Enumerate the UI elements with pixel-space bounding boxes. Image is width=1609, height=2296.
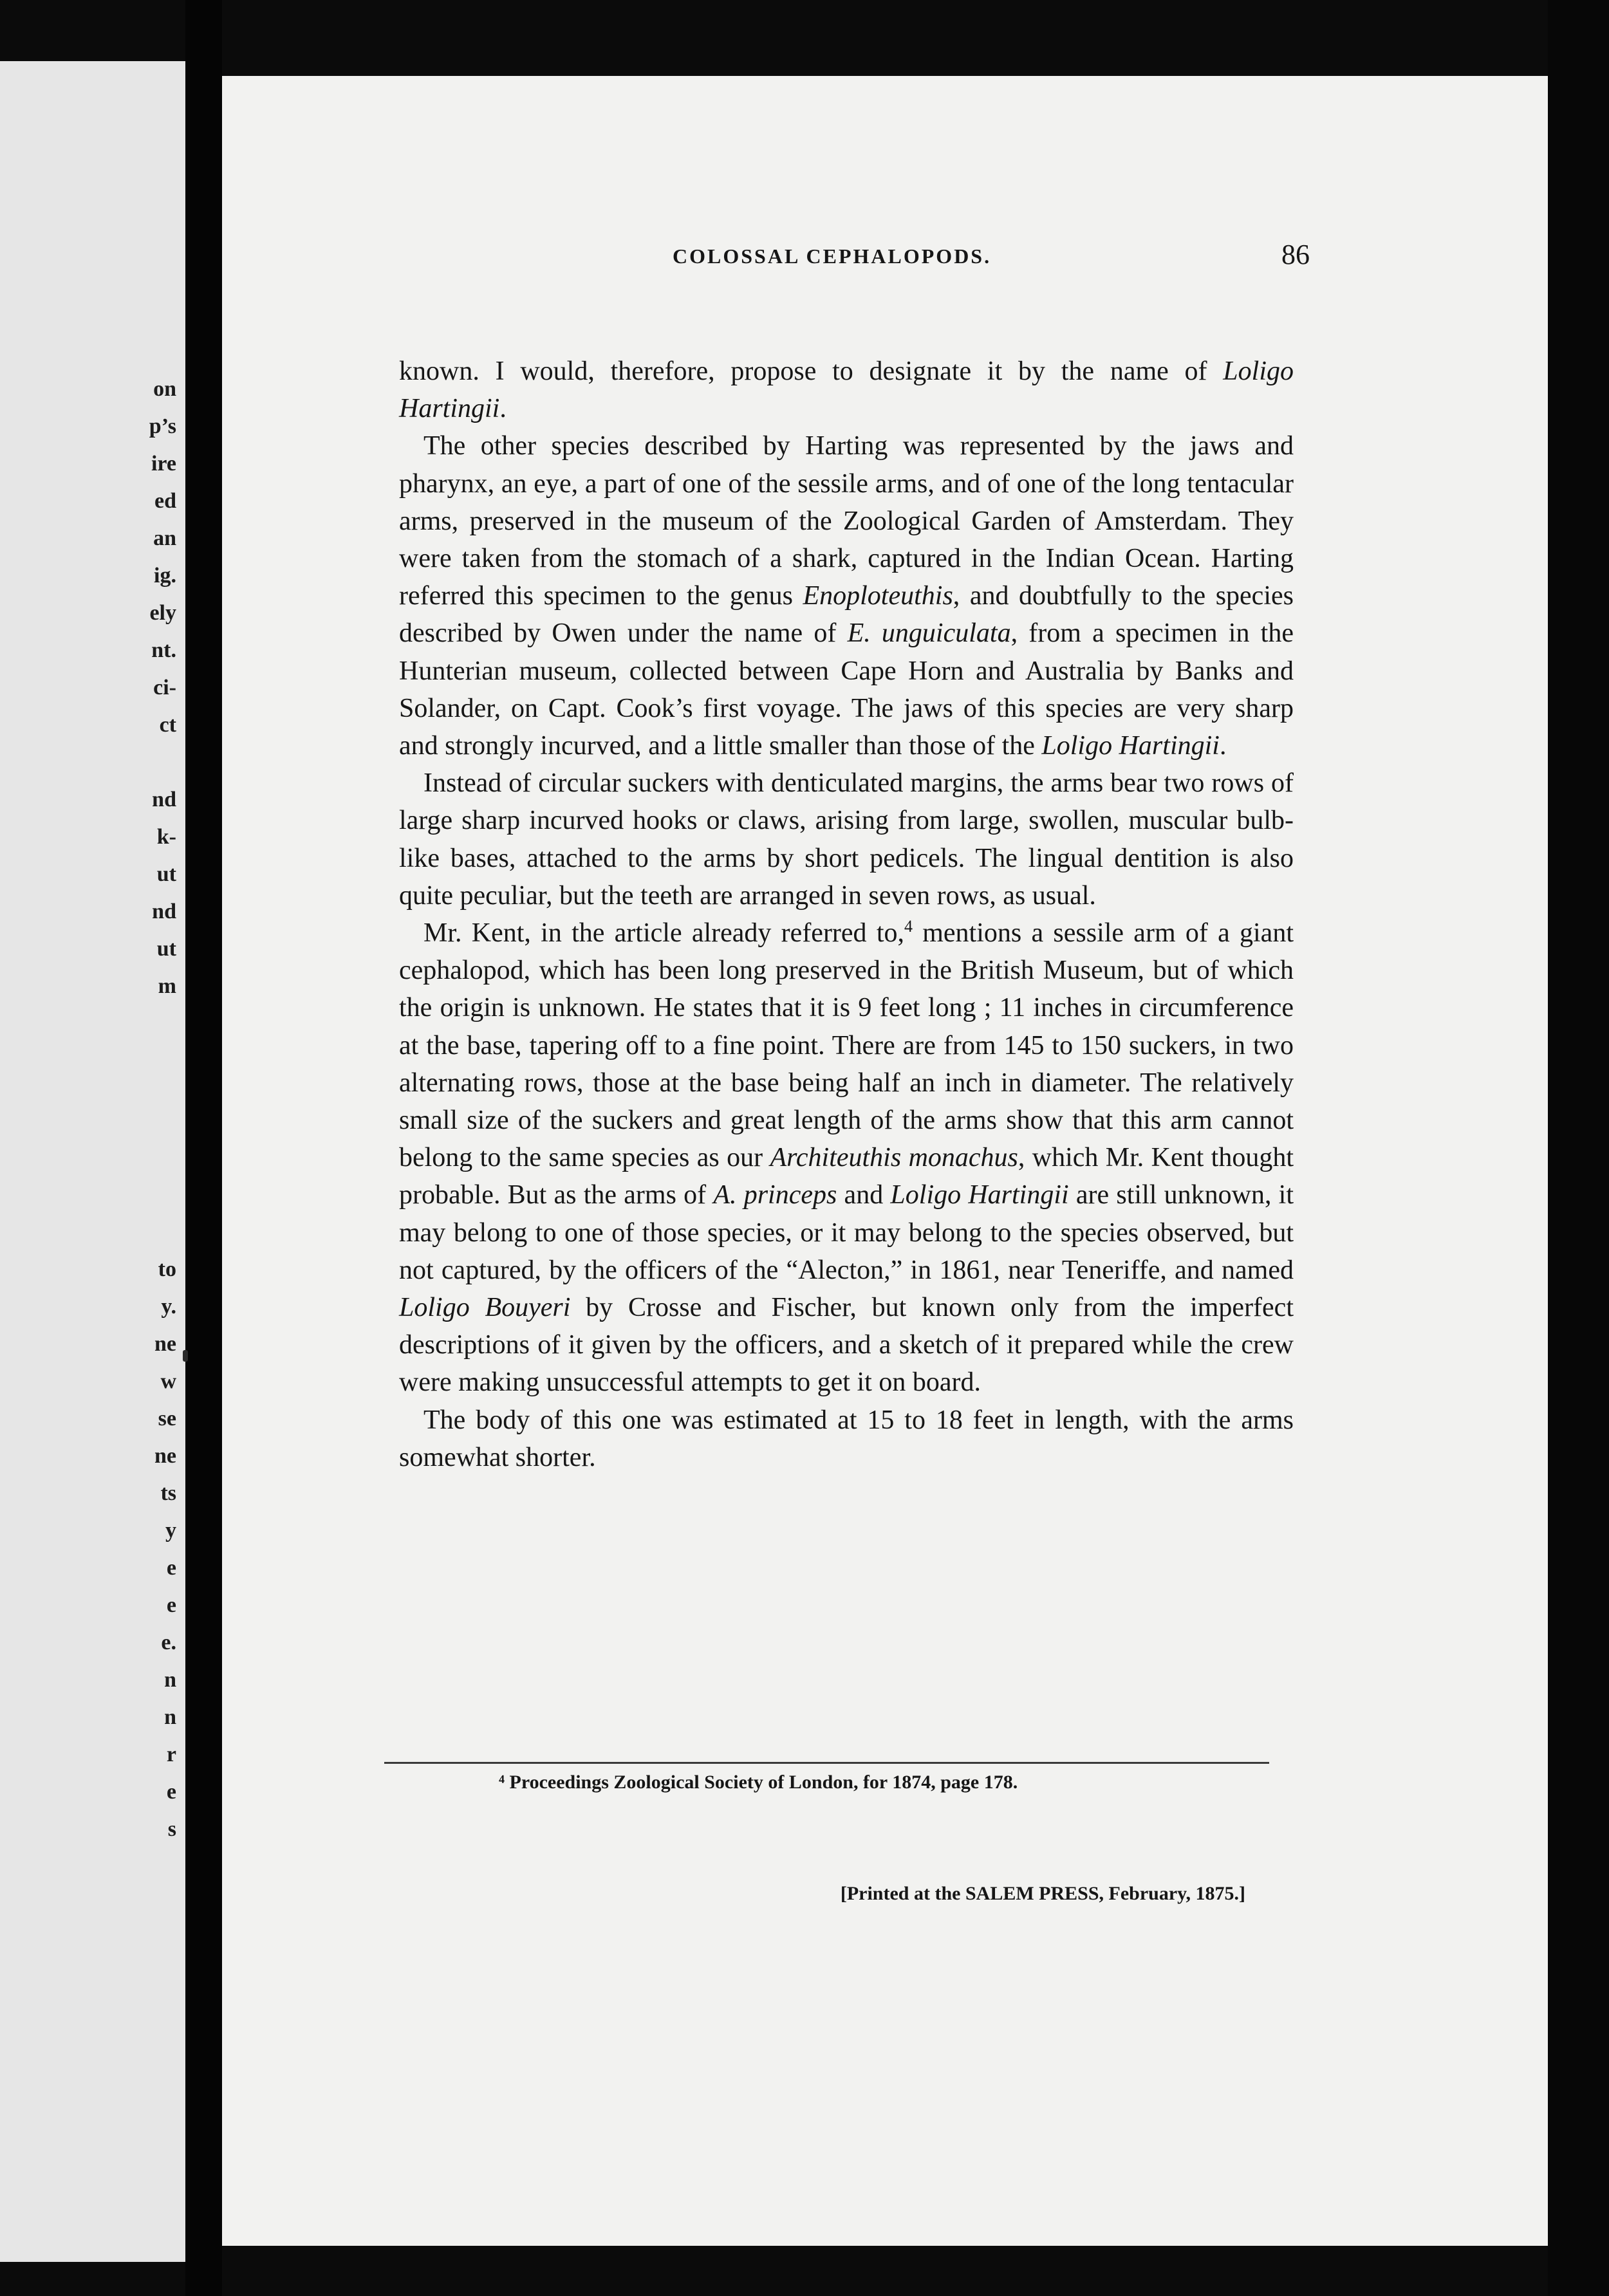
left-page-fragment: m: [158, 974, 176, 998]
page-number: 86: [1281, 239, 1310, 270]
left-page: [0, 61, 185, 2262]
left-page-fragment: an: [153, 526, 176, 550]
text-run: are still unknown, it may belong to one of those species, or it may belong to the species observed, but not captured, by the officers of the “Alecton,” in 1861, near Teneriffe, and named: [399, 1180, 1294, 1285]
left-page-fragment: ne: [154, 1332, 176, 1356]
text-run: , and doubtfully to the species described by Owen under the name of: [399, 581, 1294, 649]
species-name: A. princeps: [713, 1180, 837, 1210]
text-run: The other species described by Harting was represented by the jaws and pharynx, an eye, a part of one of the sessile arms, and of one of the long tentacular arms, preserved in the museum of the Zoological Garden of Amsterdam. They were taken from the stomach of a shark, captured in the Indian Ocean. Harting referred this specimen to the genus: [399, 431, 1294, 611]
text-run: .: [1219, 731, 1227, 761]
text-run: , from a specimen in the Hunterian museum, collected between Cape Horn and Australia by Banks and Solander, on Capt. Cook’s first voyage. The jaws of this species are very sharp and strongly incurved, and a little smaller than those of the: [399, 618, 1294, 761]
left-page-fragment: y.: [161, 1295, 176, 1319]
left-page-fragment: ely: [149, 601, 176, 625]
text-run: , which Mr. Kent thought probable. But as the arms of: [399, 1143, 1294, 1210]
text-run: mentions a sessile arm of a giant cephalopod, which has been long preserved in the British Museum, but of which the origin is unknown. He states that it is 9 feet long ; 11 inches in circumference at the base, tapering off to a fine point. There are from 145 to 150 suckers, in two alternating rows, those at the base being half an inch in diameter. The relatively small size of the suckers and great length of the arms show that this arm cannot belong to the same species as our: [399, 918, 1294, 1173]
left-page-fragment: w: [160, 1369, 176, 1393]
species-name: Loligo Hartingii: [1041, 731, 1220, 761]
left-page-fragment: s: [167, 1817, 176, 1841]
left-page-fragment: p’s: [149, 414, 176, 438]
left-page-fragment: e: [166, 1593, 176, 1617]
left-page-fragment: ut: [156, 937, 176, 961]
left-page-fragment: ts: [160, 1481, 176, 1505]
printer-imprint: [Printed at the SALEM PRESS, February, 1875.]: [840, 1883, 1245, 1904]
text-run: known. I would, therefore, propose to designate it by the name of: [399, 356, 1223, 386]
left-page-fragment: ed: [154, 489, 176, 513]
footnote: ⁴ Proceedings Zoological Society of London, for 1874, page 178.: [499, 1772, 1018, 1793]
text-run: .: [499, 394, 507, 424]
species-name: Loligo Hartingii: [399, 356, 1294, 424]
paragraph: The body of this one was estimated at 15 to 18 feet in length, with the arms somewhat shorter.: [399, 1405, 1294, 1472]
footnote-reference: 4: [904, 917, 913, 936]
left-page-fragment: se: [158, 1407, 176, 1430]
left-page-fragment: ne: [154, 1444, 176, 1468]
left-page-fragment: ct: [159, 713, 176, 737]
text-run: by Crosse and Fischer, but known only from the imperfect descriptions of it given by the officers, and a sketch of it prepared while the crew were making unsuccessful attempts to get it on board.: [399, 1293, 1294, 1398]
left-page-fragment: nt.: [151, 638, 176, 662]
text-run: and: [837, 1180, 891, 1210]
species-name: E. unguiculata: [847, 618, 1011, 649]
left-page-fragment: e.: [161, 1631, 176, 1654]
running-title: COLOSSAL CEPHALOPODS.: [673, 245, 992, 268]
left-page-fragment: n: [164, 1705, 176, 1729]
species-name: Architeuthis monachus: [770, 1143, 1018, 1173]
book-gutter: [185, 0, 222, 2296]
left-page-fragment: ut: [156, 862, 176, 886]
ink-speck: [183, 1350, 188, 1362]
left-page-fragment: nd: [152, 900, 176, 923]
left-page-fragment: nd: [152, 788, 176, 811]
running-head: [479, 238, 1310, 283]
left-page-fragment: ire: [151, 452, 176, 476]
paragraph: [399, 353, 1294, 427]
left-page-fragment: r: [166, 1743, 176, 1766]
paragraph: [399, 914, 1294, 1402]
body-text: [399, 353, 1294, 1476]
left-page-fragment: e: [166, 1556, 176, 1580]
species-name: Loligo Hartingii: [890, 1180, 1069, 1210]
footnote-rule: [384, 1762, 1269, 1764]
scan-border: [1548, 0, 1609, 2296]
left-page-fragment: ci-: [153, 676, 176, 699]
left-page-fragment: to: [158, 1257, 176, 1281]
paragraph: [399, 427, 1294, 764]
left-page-fragment: n: [164, 1668, 176, 1692]
left-page-fragment: k-: [156, 825, 176, 849]
left-page-fragment: y: [165, 1519, 176, 1542]
left-page-fragment: ig.: [154, 564, 176, 588]
species-name: Loligo Bouyeri: [399, 1293, 571, 1323]
text-run: Mr. Kent, in the article already referred to,: [423, 918, 904, 949]
left-page-fragment: on: [153, 377, 176, 401]
paragraph: Instead of circular suckers with denticulated margins, the arms bear two rows of large sharp incurved hooks or claws, arising from large, swollen, muscular bulb-like bases, attached to the arms by short pedicels. The lingual dentition is also quite peculiar, but the teeth are arranged in seven rows, as usual.: [399, 768, 1294, 911]
genus-name: Enoploteuthis: [803, 581, 953, 611]
left-page-fragment: e: [166, 1780, 176, 1804]
